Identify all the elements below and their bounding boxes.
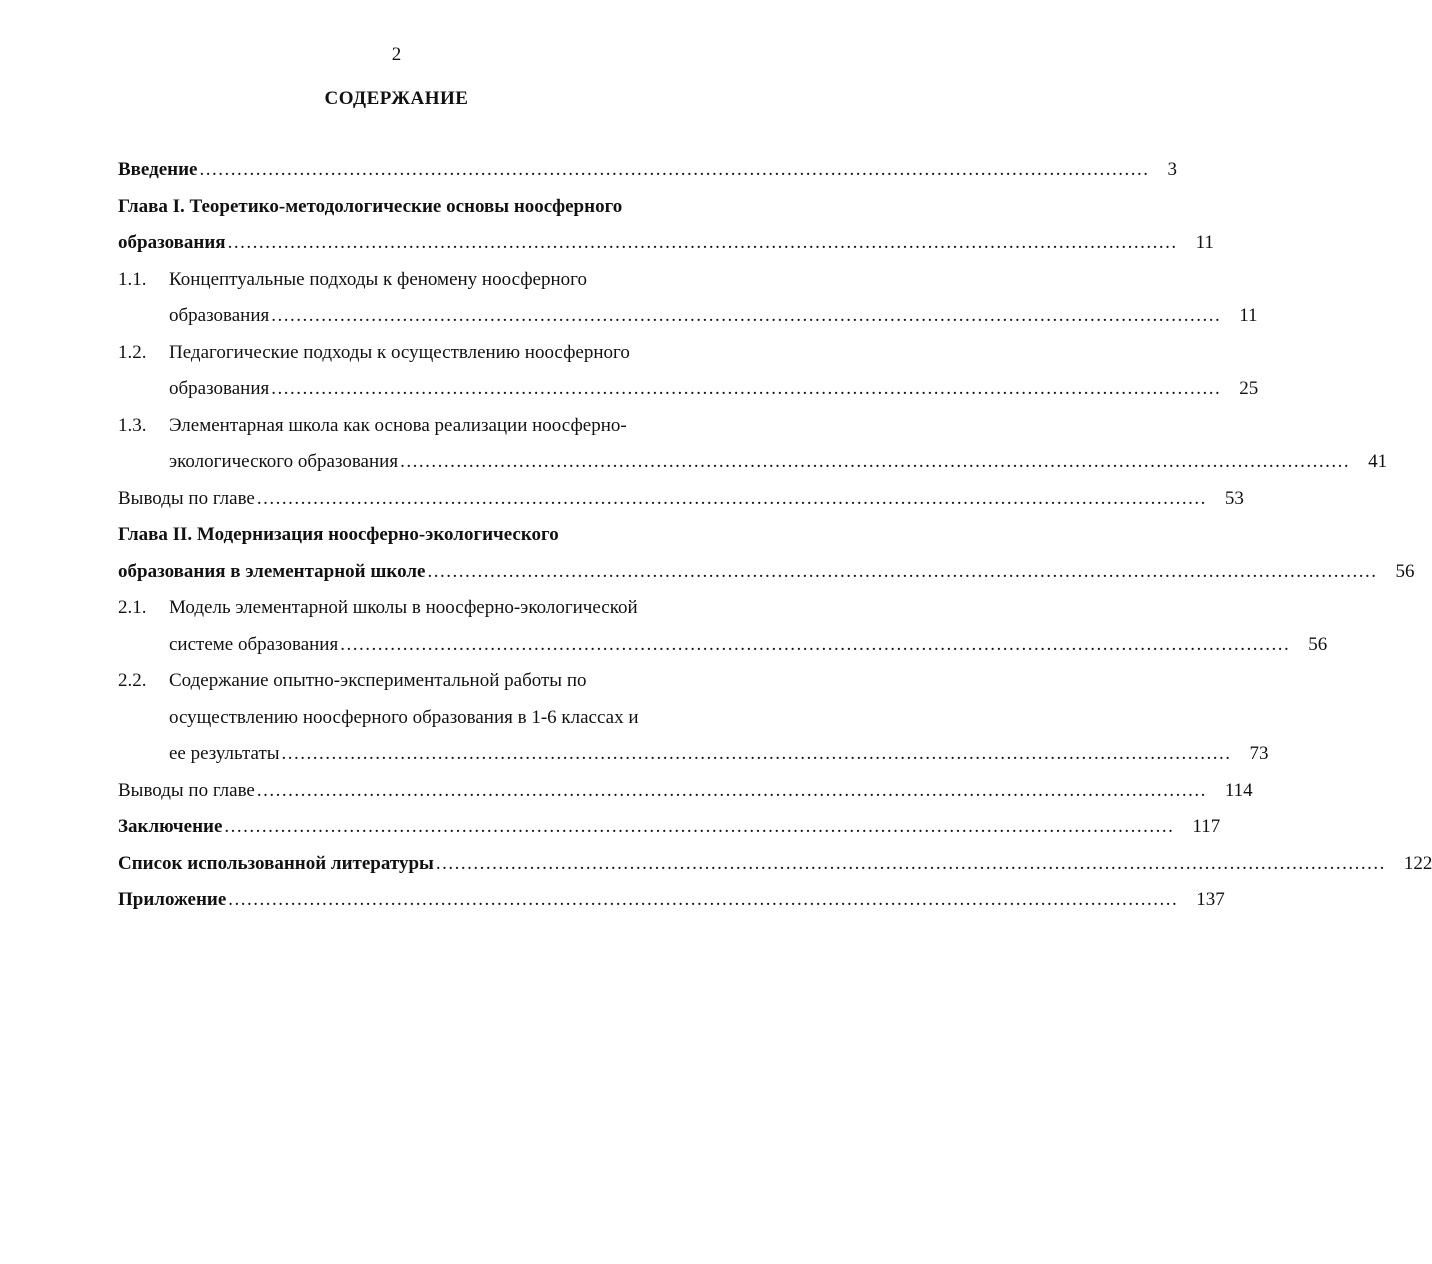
dot-leader: ........................................................................................................................................................	[256, 779, 1207, 801]
toc-entry-appendix[interactable]	[118, 882, 1225, 919]
dot-leader: ........................................................................................................................................................	[400, 451, 1351, 473]
page-number: 2	[391, 44, 402, 65]
toc-entry-text: Выводы по главе	[118, 779, 255, 801]
toc-title: СОДЕРЖАНИЕ	[324, 88, 469, 109]
toc-entry-text: образования в элементарной школе	[118, 560, 426, 582]
toc-entry-page: 56	[1395, 560, 1415, 582]
dot-leader: ........................................................................................................................................................	[281, 743, 1232, 765]
toc-entry-page: 53	[1224, 487, 1244, 509]
toc-entry-text: ее результаты	[169, 743, 280, 765]
dot-leader: ........................................................................................................................................................	[228, 889, 1179, 911]
toc-entry-text: образования	[118, 232, 226, 254]
toc-entry-page: 11	[1195, 232, 1214, 254]
toc-entry-section-1-2[interactable]	[118, 335, 712, 372]
toc-entry-section-1-3[interactable]	[118, 408, 712, 445]
toc-entry-text: Заключение	[118, 816, 223, 838]
toc-entry-text: системе образования	[169, 633, 339, 655]
toc-entry-page: 114	[1224, 779, 1253, 801]
dot-leader: ........................................................................................................................................................	[256, 487, 1207, 509]
toc-entry-section-2-1[interactable]	[118, 590, 712, 627]
toc-entry-section-2-2-cont[interactable]	[118, 700, 712, 737]
toc-entry-chapter-1-conclusions[interactable]	[118, 481, 1244, 518]
toc-entry-page: 41	[1368, 451, 1388, 473]
toc-entry-text: осуществлению ноосферного образования в 1-6 классах и	[169, 706, 639, 728]
dot-leader: ........................................................................................................................................................	[224, 816, 1175, 838]
toc-entry-page: 25	[1239, 378, 1259, 400]
toc-entry-text: Выводы по главе	[118, 487, 255, 509]
toc-entry-conclusion[interactable]	[118, 809, 1221, 846]
toc-entry-text: Педагогические подходы к осуществлению ноосферного	[169, 341, 630, 363]
toc-entry-number: 2.1.	[118, 597, 147, 619]
toc-entry-number: 2.2.	[118, 670, 147, 692]
toc-entry-text: Концептуальные подходы к феномену ноосферного	[169, 268, 587, 290]
toc-entry-section-2-2[interactable]	[118, 663, 712, 700]
toc-entry-page: 11	[1239, 305, 1258, 327]
toc-entry-bibliography[interactable]	[118, 846, 1432, 883]
toc-entry-section-1-1[interactable]	[118, 262, 712, 299]
toc-entry-page: 73	[1249, 743, 1269, 765]
toc-entry-text: Глава I. Теоретико-методологические основы ноосферного	[118, 195, 623, 217]
toc-entry-chapter-1-title-cont[interactable]	[118, 225, 1214, 262]
toc-entry-text: образования	[169, 378, 270, 400]
toc-entry-section-2-1-cont[interactable]	[118, 627, 1328, 664]
dot-leader: ........................................................................................................................................................	[435, 852, 1386, 874]
toc-entry-page: 117	[1192, 816, 1221, 838]
toc-entry-chapter-2-conclusions[interactable]	[118, 773, 1253, 810]
toc-entry-text: Список использованной литературы	[118, 852, 434, 874]
dot-leader: ........................................................................................................................................................	[427, 560, 1378, 582]
toc-entry-text: образования	[169, 305, 270, 327]
toc-entry-page: 137	[1196, 889, 1225, 911]
toc-entry-number: 1.2.	[118, 341, 147, 363]
toc-entry-section-2-2-cont-2[interactable]	[118, 736, 1269, 773]
toc-entry-page: 3	[1167, 159, 1177, 181]
toc-entry-section-1-1-cont[interactable]	[118, 298, 1258, 335]
toc-entry-text: Введение	[118, 159, 198, 181]
toc-entry-text: Содержание опытно-экспериментальной работы по	[169, 670, 587, 692]
table-of-contents	[118, 152, 1432, 919]
toc-entry-chapter-2-title-cont[interactable]	[118, 554, 1415, 591]
toc-entry-page: 56	[1308, 633, 1328, 655]
toc-entry-text: экологического образования	[169, 451, 399, 473]
toc-entry-text: Глава II. Модернизация ноосферно-экологического	[118, 524, 559, 546]
toc-entry-chapter-2-title[interactable]	[118, 517, 712, 554]
dot-leader: ........................................................................................................................................................	[227, 232, 1178, 254]
dot-leader: ........................................................................................................................................................	[340, 633, 1291, 655]
toc-entry-section-1-3-cont[interactable]	[118, 444, 1388, 481]
toc-entry-text: Элементарная школа как основа реализации ноосферно-	[169, 414, 627, 436]
toc-entry-number: 1.3.	[118, 414, 147, 436]
dot-leader: ........................................................................................................................................................	[271, 305, 1222, 327]
toc-entry-text: Приложение	[118, 889, 227, 911]
toc-entry-introduction[interactable]	[118, 152, 1177, 189]
toc-entry-chapter-1-title[interactable]	[118, 189, 712, 226]
toc-entry-page: 122	[1403, 852, 1432, 874]
toc-entry-number: 1.1.	[118, 268, 147, 290]
dot-leader: ........................................................................................................................................................	[199, 159, 1150, 181]
dot-leader: ........................................................................................................................................................	[271, 378, 1222, 400]
toc-entry-section-1-2-cont[interactable]	[118, 371, 1259, 408]
toc-entry-text: Модель элементарной школы в ноосферно-экологической	[169, 597, 638, 619]
